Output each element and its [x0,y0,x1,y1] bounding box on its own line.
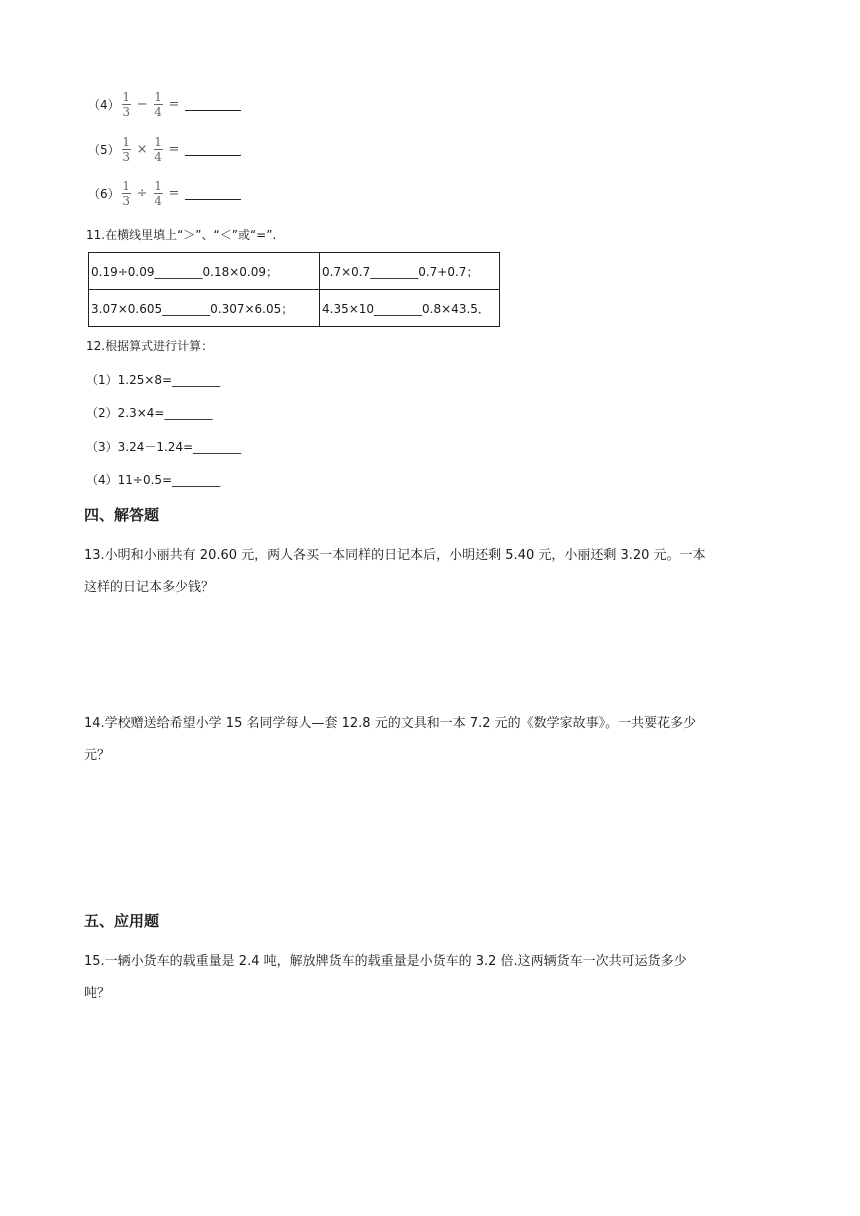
equals-sign: = [168,96,180,112]
item-number: （4） [88,97,120,112]
fraction-item-6 [88,177,241,209]
q14-line-1: 14.学校赠送给希望小学 15 名同学每人—套 12.8 元的文具和一本 7.2 元的《数学家故事》。一共要花多少 [84,716,697,731]
equals-sign: = [168,185,180,201]
q12-item-3: （3）3.24－1.24=________ [86,440,242,454]
item-number: （5） [88,142,120,157]
table-cell: 0.7×0.7________0.7+0.7； [320,253,500,290]
fraction-one-quarter: $\frac{1}{4}$ [154,178,162,208]
fraction-item-4 [88,88,241,120]
answer-blank [185,143,241,156]
equals-sign: = [168,141,180,157]
answer-blank [185,187,241,200]
q15-line-1: 15.一辆小货车的载重量是 2.4 吨，解放牌货车的载重量是小货车的 3.2 倍.这两辆货车一次共可运货多少 [84,954,687,969]
q12-item-2: （2）2.3×4=________ [86,406,213,420]
answer-blank [185,98,241,111]
fraction-item-5 [88,133,241,165]
times-operator: × [136,141,148,157]
section-heading-5: 五、应用题 [84,912,160,930]
q12-title: 12.根据算式进行计算： [86,339,214,353]
table-cell: 3.07×0.605________0.307×6.05； [89,290,320,327]
q12-item-1: （1）1.25×8=________ [86,373,221,387]
item-number: （6） [88,186,120,201]
q14-line-2: 元？ [84,748,111,763]
table-cell: 0.19÷0.09________0.18×0.09； [89,253,320,290]
fraction-one-third: $\frac{1}{3}$ [122,134,130,164]
fraction-one-quarter: $\frac{1}{4}$ [154,134,162,164]
comparison-table [88,252,500,327]
table-row [89,290,500,327]
fraction-one-third: $\frac{1}{3}$ [122,178,130,208]
minus-operator: − [136,96,148,112]
question-14 [84,708,776,772]
section-heading-4: 四、解答题 [84,506,160,524]
table-cell: 4.35×10________0.8×43.5． [320,290,500,327]
table-row [89,253,500,290]
q13-line-2: 这样的日记本多少钱？ [84,580,215,595]
q12-item-4: （4）11÷0.5=________ [86,473,221,487]
question-15 [84,946,776,1010]
q11-title: 11.在横线里填上“＞”、“＜”或“=”. [86,228,277,242]
question-13 [84,540,776,604]
divide-operator: ÷ [136,185,148,201]
q13-line-1: 13.小明和小丽共有 20.60 元，两人各买一本同样的日记本后，小明还剩 5.40 元，小丽还剩 3.20 元。一本 [84,548,706,563]
fraction-one-quarter: $\frac{1}{4}$ [154,89,162,119]
fraction-one-third: $\frac{1}{3}$ [122,89,130,119]
q15-line-2: 吨？ [84,986,111,1001]
